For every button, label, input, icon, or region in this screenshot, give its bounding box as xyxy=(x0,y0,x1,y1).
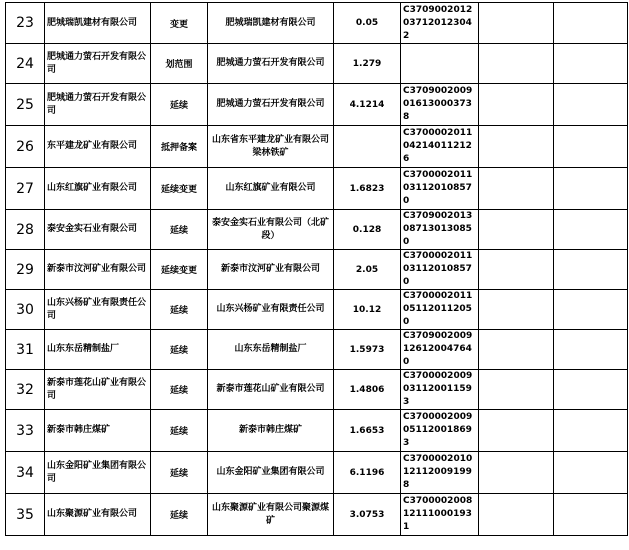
table-row xyxy=(6,84,628,126)
row-number: 26 xyxy=(6,126,45,168)
application-type: 延续 xyxy=(151,494,208,536)
empty-cell-1 xyxy=(479,410,554,452)
application-type: 变更 xyxy=(151,3,208,44)
row-number: 28 xyxy=(6,210,45,250)
mine-holder: 新泰市莲花山矿业有限公司 xyxy=(208,370,334,410)
empty-cell-2 xyxy=(554,84,628,126)
empty-cell-1 xyxy=(479,210,554,250)
application-type: 延续变更 xyxy=(151,250,208,290)
area-value: 1.279 xyxy=(334,44,401,84)
area-value: 1.6823 xyxy=(334,168,401,210)
empty-cell-2 xyxy=(554,410,628,452)
row-number: 32 xyxy=(6,370,45,410)
empty-cell-1 xyxy=(479,452,554,494)
company-name: 新泰市汶河矿业有限公司 xyxy=(45,250,151,290)
row-number: 34 xyxy=(6,452,45,494)
table-row xyxy=(6,330,628,370)
application-type: 延续 xyxy=(151,210,208,250)
empty-cell-2 xyxy=(554,290,628,330)
mine-holder: 新泰市汶河矿业有限公司 xyxy=(208,250,334,290)
permit-code xyxy=(401,44,479,84)
empty-cell-1 xyxy=(479,250,554,290)
empty-cell-1 xyxy=(479,330,554,370)
permit-table xyxy=(5,2,628,536)
empty-cell-2 xyxy=(554,494,628,536)
company-name: 山东东岳精制盐厂 xyxy=(45,330,151,370)
mine-holder: 肥城瑞凯建材有限公司 xyxy=(208,3,334,44)
company-name: 山东红旗矿业有限公司 xyxy=(45,168,151,210)
permit-code: C3700002008121110001931 xyxy=(401,494,479,536)
company-name: 新泰市莲花山矿业有限公司 xyxy=(45,370,151,410)
application-type: 延续 xyxy=(151,370,208,410)
application-type: 延续 xyxy=(151,452,208,494)
company-name: 山东兴杨矿业有限责任公司 xyxy=(45,290,151,330)
empty-cell-2 xyxy=(554,168,628,210)
mine-holder: 肥城通力萤石开发有限公司 xyxy=(208,84,334,126)
table-row xyxy=(6,370,628,410)
application-type: 延续 xyxy=(151,330,208,370)
row-number: 35 xyxy=(6,494,45,536)
row-number: 25 xyxy=(6,84,45,126)
empty-cell-1 xyxy=(479,494,554,536)
area-value: 0.05 xyxy=(334,3,401,44)
application-type: 划范围 xyxy=(151,44,208,84)
empty-cell-2 xyxy=(554,44,628,84)
application-type: 延续 xyxy=(151,84,208,126)
company-name: 山东聚源矿业有限公司 xyxy=(45,494,151,536)
row-number: 27 xyxy=(6,168,45,210)
area-value: 3.0753 xyxy=(334,494,401,536)
permit-code: C3700002011051120112050 xyxy=(401,290,479,330)
application-type: 延续 xyxy=(151,290,208,330)
table-row xyxy=(6,410,628,452)
mine-holder: 山东省东平建龙矿业有限公司梁林铁矿 xyxy=(208,126,334,168)
area-value: 0.128 xyxy=(334,210,401,250)
area-value: 1.4806 xyxy=(334,370,401,410)
table-row xyxy=(6,290,628,330)
company-name: 肥城瑞凯建材有限公司 xyxy=(45,3,151,44)
permit-code: C3709002009016130003738 xyxy=(401,84,479,126)
permit-code: C3700002011042140112126 xyxy=(401,126,479,168)
mine-holder: 山东金阳矿业集团有限公司 xyxy=(208,452,334,494)
row-number: 23 xyxy=(6,3,45,44)
area-value: 10.12 xyxy=(334,290,401,330)
permit-code: C3709002012037120123042 xyxy=(401,3,479,44)
row-number: 31 xyxy=(6,330,45,370)
company-name: 泰安金实石业有限公司 xyxy=(45,210,151,250)
company-name: 新泰市韩庄煤矿 xyxy=(45,410,151,452)
empty-cell-1 xyxy=(479,44,554,84)
company-name: 肥城通力萤石开发有限公司 xyxy=(45,84,151,126)
empty-cell-2 xyxy=(554,250,628,290)
table-row xyxy=(6,250,628,290)
application-type: 抵押备案 xyxy=(151,126,208,168)
table-row xyxy=(6,3,628,44)
table-body xyxy=(6,3,628,536)
empty-cell-2 xyxy=(554,3,628,44)
mine-holder: 泰安金实石业有限公司（北矿段） xyxy=(208,210,334,250)
permit-code: C3700002009031120011593 xyxy=(401,370,479,410)
mine-holder: 山东东岳精制盐厂 xyxy=(208,330,334,370)
empty-cell-2 xyxy=(554,330,628,370)
empty-cell-2 xyxy=(554,126,628,168)
empty-cell-1 xyxy=(479,370,554,410)
area-value: 2.05 xyxy=(334,250,401,290)
empty-cell-2 xyxy=(554,452,628,494)
permit-code: C3700002010121120091998 xyxy=(401,452,479,494)
mine-holder: 新泰市韩庄煤矿 xyxy=(208,410,334,452)
row-number: 29 xyxy=(6,250,45,290)
mine-holder: 肥城通力萤石开发有限公司 xyxy=(208,44,334,84)
application-type: 延续变更 xyxy=(151,168,208,210)
table-row xyxy=(6,44,628,84)
row-number: 33 xyxy=(6,410,45,452)
table-row xyxy=(6,168,628,210)
area-value: 1.6653 xyxy=(334,410,401,452)
mine-holder: 山东红旗矿业有限公司 xyxy=(208,168,334,210)
row-number: 24 xyxy=(6,44,45,84)
table-row xyxy=(6,452,628,494)
permit-code: C3709002013087130130850 xyxy=(401,210,479,250)
permit-code: C3700002011031120108570 xyxy=(401,250,479,290)
empty-cell-1 xyxy=(479,126,554,168)
company-name: 山东金阳矿业集团有限公司 xyxy=(45,452,151,494)
area-value xyxy=(334,126,401,168)
mine-holder: 山东兴杨矿业有限责任公司 xyxy=(208,290,334,330)
empty-cell-2 xyxy=(554,210,628,250)
permit-code: C3700002009051120018693 xyxy=(401,410,479,452)
table-row xyxy=(6,126,628,168)
table-row xyxy=(6,494,628,536)
area-value: 4.1214 xyxy=(334,84,401,126)
application-type: 延续 xyxy=(151,410,208,452)
row-number: 30 xyxy=(6,290,45,330)
permit-code: C3700002011031120108570 xyxy=(401,168,479,210)
empty-cell-1 xyxy=(479,84,554,126)
empty-cell-1 xyxy=(479,3,554,44)
empty-cell-1 xyxy=(479,168,554,210)
company-name: 肥城通力萤石开发有限公司 xyxy=(45,44,151,84)
table-row xyxy=(6,210,628,250)
area-value: 6.1196 xyxy=(334,452,401,494)
empty-cell-2 xyxy=(554,370,628,410)
area-value: 1.5973 xyxy=(334,330,401,370)
empty-cell-1 xyxy=(479,290,554,330)
permit-code: C3709002009126120047640 xyxy=(401,330,479,370)
mine-holder: 山东聚源矿业有限公司聚源煤矿 xyxy=(208,494,334,536)
company-name: 东平建龙矿业有限公司 xyxy=(45,126,151,168)
